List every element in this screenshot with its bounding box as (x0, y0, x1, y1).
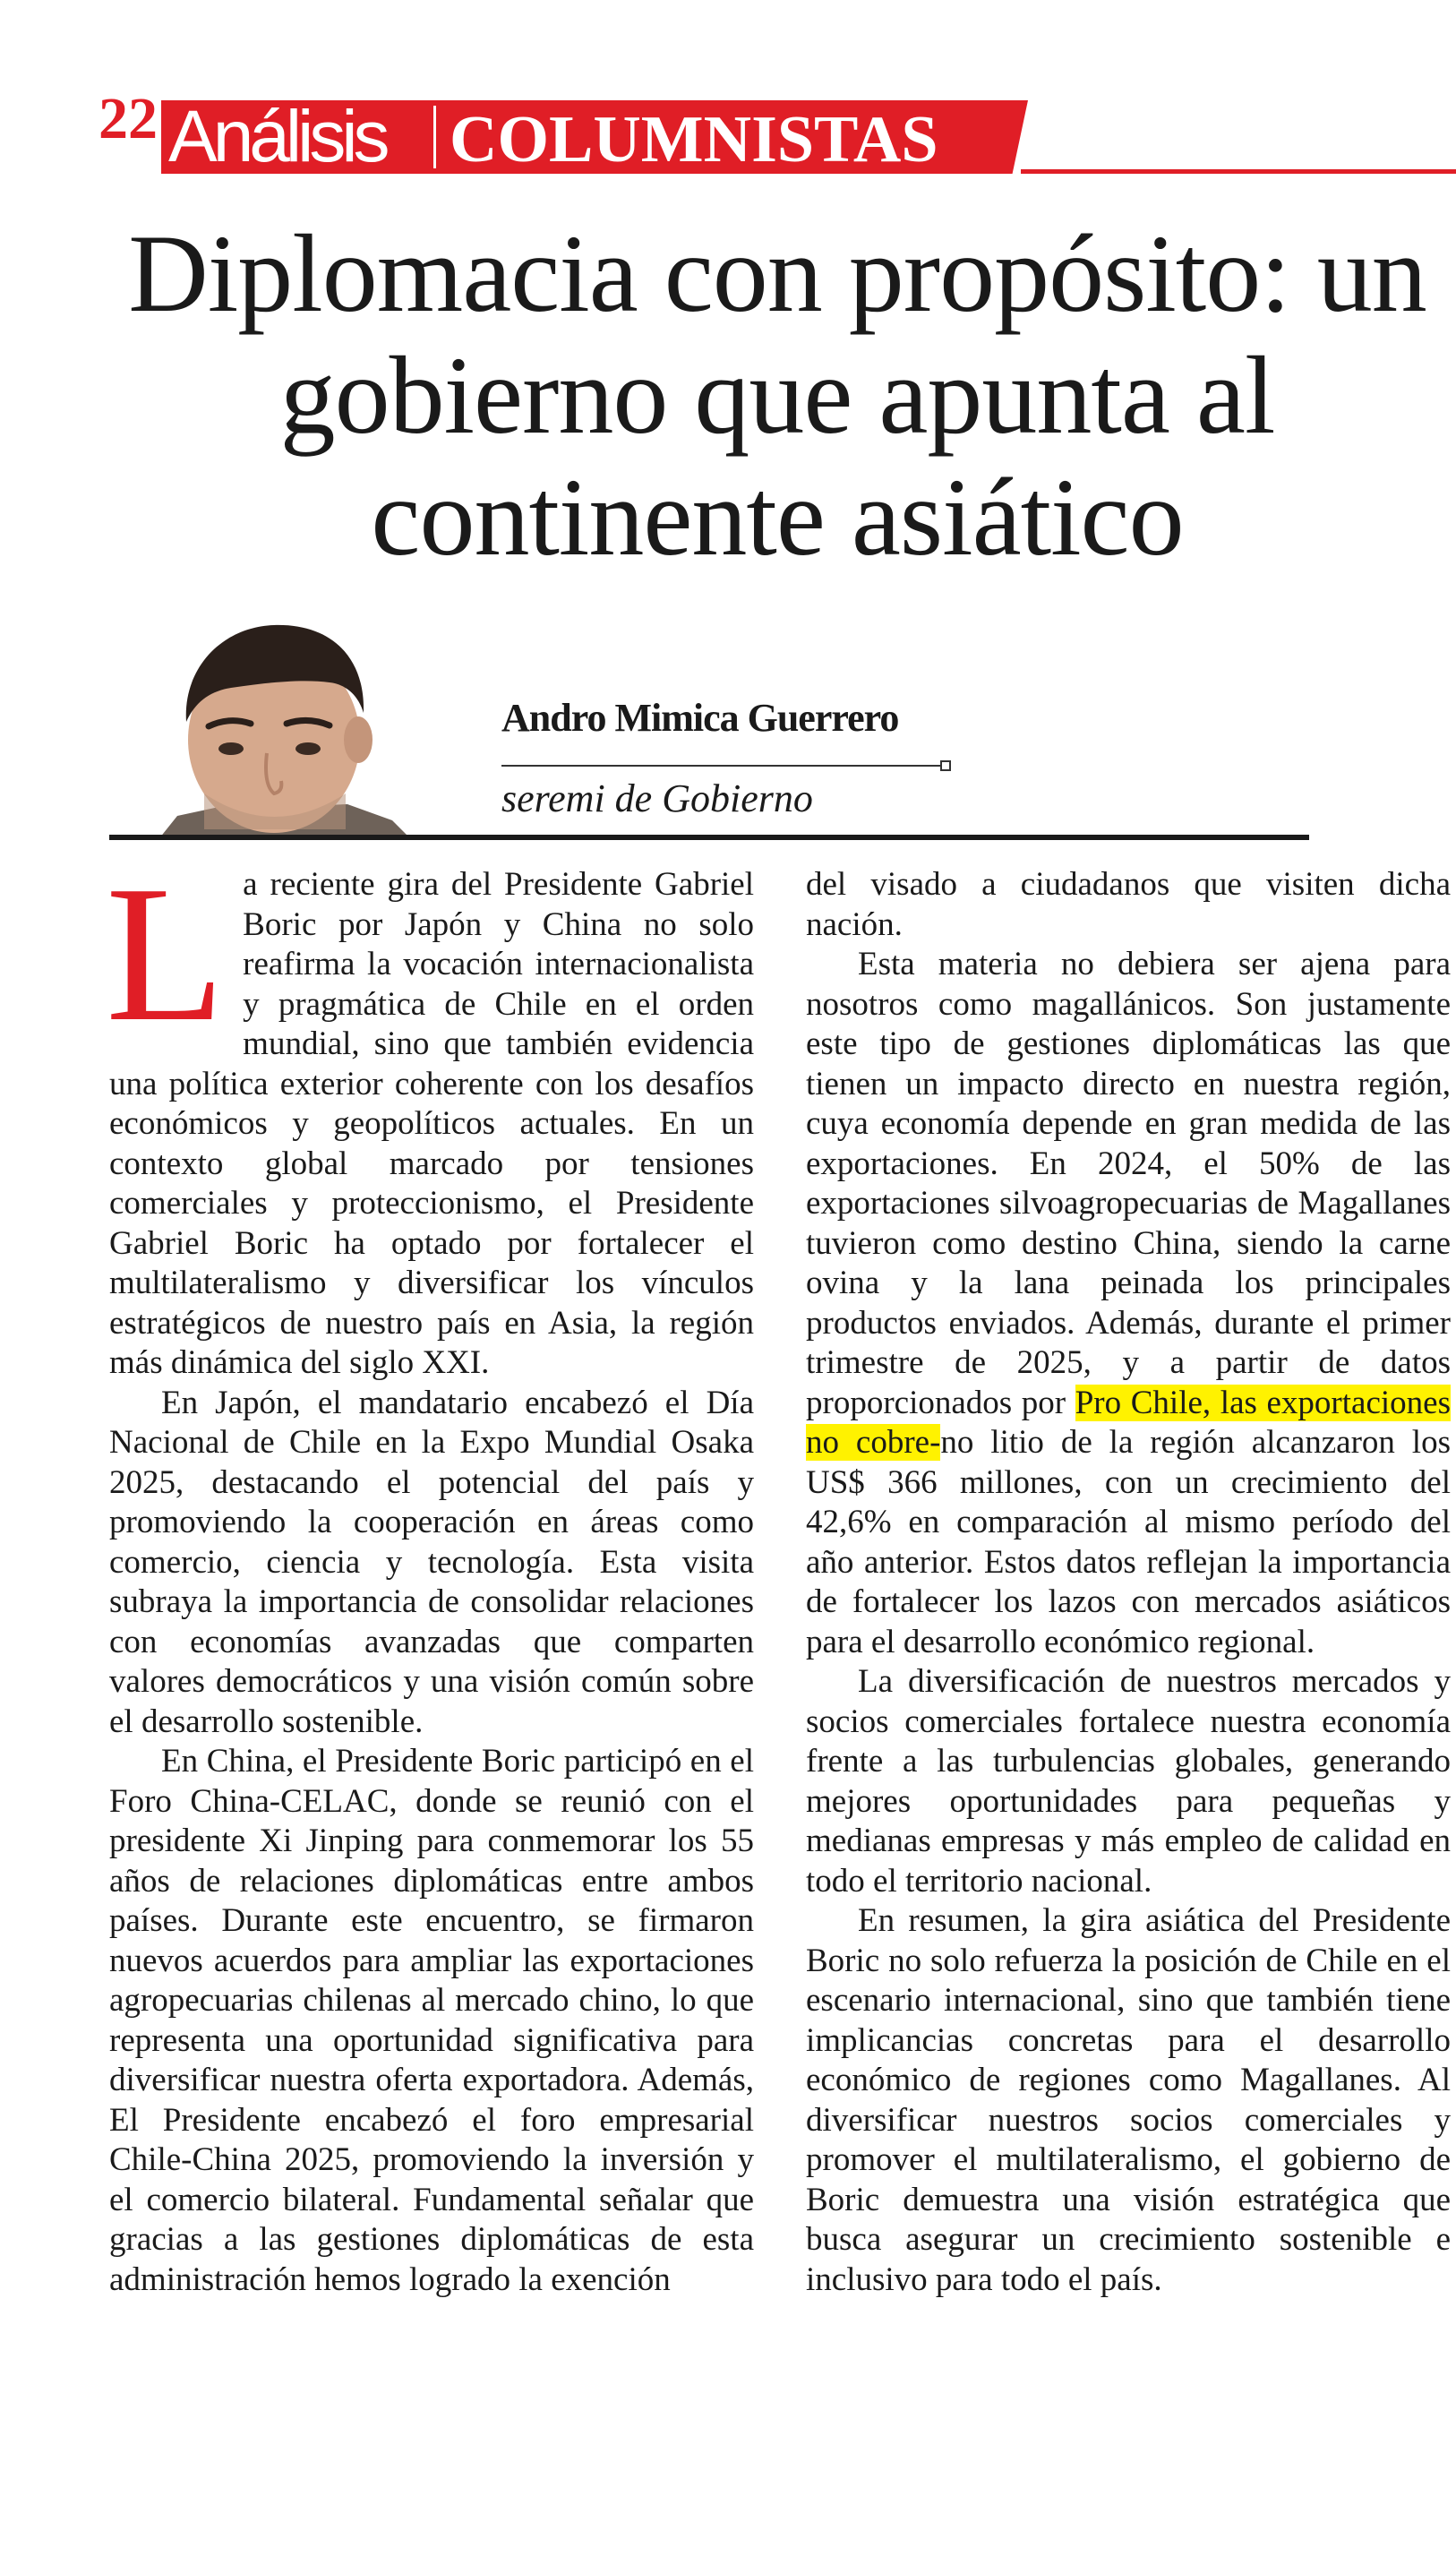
author-portrait-icon (124, 605, 433, 838)
section-name: Análisis (168, 96, 386, 177)
article-paragraph (806, 945, 1451, 1662)
section-divider (433, 106, 436, 168)
article-paragraph (106, 846, 754, 1384)
author-name: Andro Mimica Guerrero (501, 696, 899, 740)
drop-cap: L (106, 846, 226, 1062)
paragraph-text: a reciente gira del Presidente Gabriel Boric por Japón y China no solo reafirma la vocación internacionalista y pragmática de Chile en el orden mundial, sino que también evidencia una política exterior coherente con los desafíos económicos y geopolíticos actuales. En un contexto global marcado por tensiones comerciales y proteccionismo, el Presidente Gabriel Boric ha optado por fortalecer el multilateralismo y diversificar los vínculos estratégicos de nuestro país en Asia, la región más dinámica del siglo XXI. (109, 866, 754, 1381)
article-paragraph: La diversificación de nuestros mercados y socios comerciales fortalece nuestra economía frente a las turbulencias globales, generando mejores oportunidades para pequeñas y medianas empresas y más empleo de calidad en todo el territorio nacional. (806, 1663, 1451, 1900)
page-number: 22 (98, 86, 158, 151)
article-paragraph: En China, el Presidente Boric participó en el Foro China-CELAC, donde se reunió con el presidente Xi Jinping para conmemorar los 55 años de relaciones diplomáticas entre ambos países. Durante este encuentro, se firmaron nuevos acuerdos para ampliar las exportaciones agropecuarias chilenas al mercado chino, lo que representa una oportunidad significativa para diversificar nuestra oferta exportadora. Además, El Presidente encabezó el foro empresarial Chile-China 2025, promoviendo la inversión y el comercio bilateral. Fundamental señalar que gracias a las gestiones diplomáticas de esta administración hemos logrado la exención (109, 1743, 754, 2298)
section-header-rule (1021, 169, 1456, 174)
paragraph-text: Esta materia no debiera ser ajena para nosotros como magallánicos. Son justamente este tipo de gestiones diplomáticas las que tienen un impacto directo en nuestra región, cuya economía depende en gran medida de las exportaciones. En 2024, el 50% de las exportaciones silvoagropecuarias de Magallanes tuvieron como destino China, siendo la carne ovina y la lana peinada los principales productos enviados. Además, durante el primer trimestre de 2025, y a partir de datos proporcionados por (806, 946, 1451, 1421)
article-divider (109, 835, 1309, 840)
article-column-left (106, 846, 754, 2300)
author-divider-end (940, 760, 951, 771)
article-headline: Diplomacia con propósito: un gobierno que apunta al continente asiático (128, 212, 1426, 579)
author-divider (501, 765, 942, 767)
paragraph-text: no litio de la región alcanzaron los US$ 366 millones, con un crecimiento del 42,6% en comparación al mismo período del año anterior. Estos datos reflejan la importancia de fortalecer los lazos con mercados asiáticos para el desarrollo económico regional. (806, 1424, 1451, 1660)
subsection-name: COLUMNISTAS (450, 103, 938, 176)
article-column-right (806, 865, 1451, 2300)
highlighted-text: Pro Chile, las exportaciones no cobre- (806, 1384, 1451, 1461)
article-paragraph-continued: del visado a ciudadanos que visiten dicha nación. (806, 866, 1451, 943)
author-role: seremi de Gobierno (501, 776, 813, 820)
article-paragraph: En Japón, el mandatario encabezó el Día Nacional de Chile en la Expo Mundial Osaka 2025, destacando el potencial del país y promoviendo la cooperación en áreas como comercio, ciencia y tecnología. Esta visita subraya la importancia de consolidar relaciones con economías avanzadas que comparten valores democráticos y una visión común sobre el desarrollo sostenible. (109, 1384, 754, 1740)
article-paragraph: En resumen, la gira asiática del Presidente Boric no solo refuerza la posición de Chile en el escenario internacional, sino que también tiene implicancias concretas para el desarrollo económico de regiones como Magallanes. Al diversificar nuestros socios comerciales y promover el multilateralismo, el gobierno de Boric demuestra una visión estratégica que busca asegurar un crecimiento sostenible e inclusivo para todo el país. (806, 1902, 1451, 2298)
